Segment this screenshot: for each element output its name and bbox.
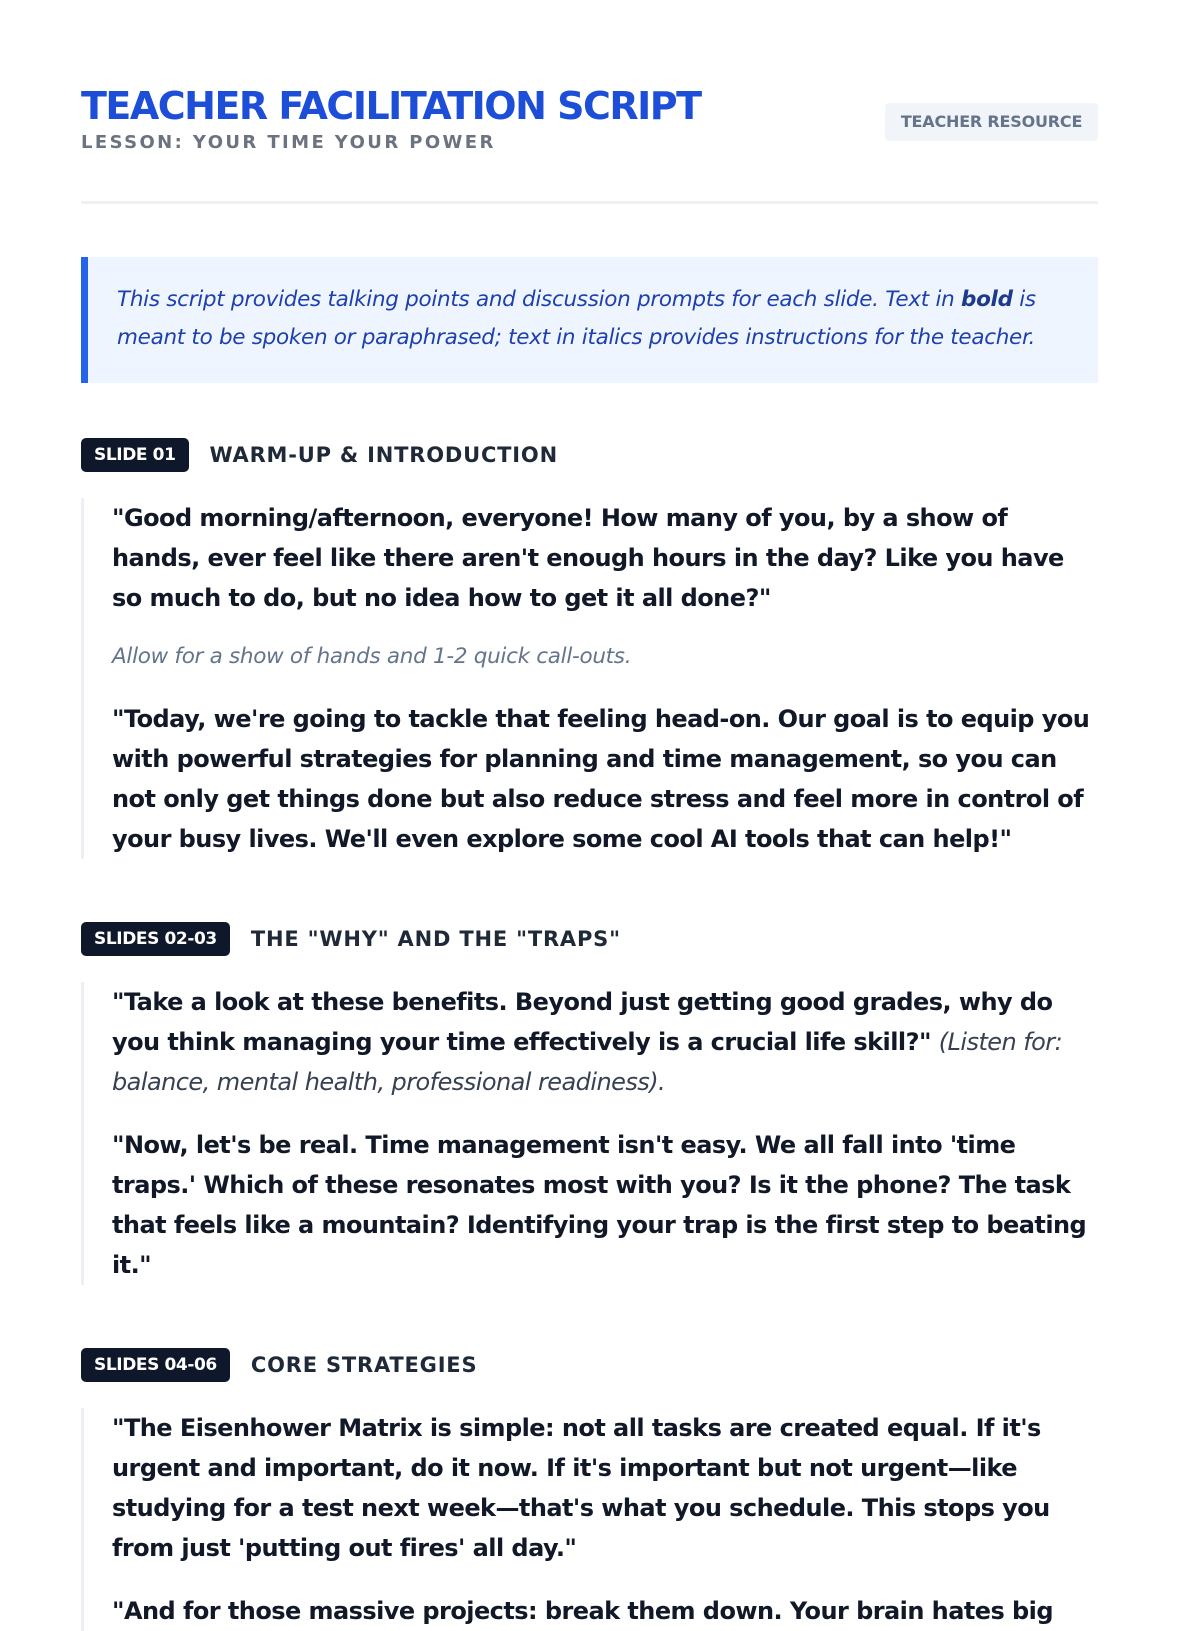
teacher-instruction: Allow for a show of hands and 1-2 quick call-outs.	[112, 644, 632, 669]
spoken-paragraph	[112, 982, 1098, 1102]
section-slide-01	[81, 438, 1098, 859]
section-title: CORE STRATEGIES	[250, 1353, 478, 1377]
spoken-paragraph: "The Eisenhower Matrix is simple: not all tasks are created equal. If it's urgent and important, do it now. If it's important but not urgent—like studying for a test next week—that's what you schedule. This stops you from just 'putting out fires' all day."	[112, 1414, 1050, 1562]
spoken-text: "Take a look at these benefits. Beyond just getting good grades, why do you think managing your time effectively is a crucial life skill?"	[112, 988, 1053, 1056]
section-slides-02-03	[81, 922, 1098, 1285]
spoken-paragraph: "Good morning/afternoon, everyone! How many of you, by a show of hands, ever feel like there aren't enough hours in the day? Like you have so much to do, but no idea how to get it all done?"	[112, 504, 1064, 612]
section-header	[81, 922, 1098, 956]
section-header	[81, 1348, 1098, 1382]
intro-bold-word: bold	[960, 287, 1013, 312]
slide-tag: SLIDES 04-06	[81, 1348, 230, 1382]
header	[81, 0, 1098, 204]
section-header	[81, 438, 1098, 472]
page-title: TEACHER FACILITATION SCRIPT	[81, 84, 701, 128]
section-body	[81, 982, 1098, 1285]
spoken-paragraph: "And for those massive projects: break them down. Your brain hates big	[112, 1597, 1053, 1625]
lesson-subtitle: LESSON: YOUR TIME YOUR POWER	[81, 132, 496, 153]
spoken-paragraph: "Now, let's be real. Time management isn't easy. We all fall into 'time traps.' Which of these resonates most with you? Is it the phone? The task that feels like a mountain? Identifying your trap is the first step to beating it."	[112, 1131, 1087, 1279]
intro-note	[81, 257, 1098, 383]
slide-tag: SLIDE 01	[81, 438, 189, 472]
section-slides-04-06	[81, 1348, 1098, 1631]
listen-for-note: (Listen for: balance, mental health, professional readiness).	[112, 1028, 1063, 1096]
intro-text-start: This script provides talking points and discussion prompts for each slide. Text in	[117, 287, 961, 312]
section-body	[81, 1408, 1098, 1631]
section-body	[81, 498, 1098, 859]
section-title: THE "WHY" AND THE "TRAPS"	[250, 927, 621, 951]
section-title: WARM-UP & INTRODUCTION	[209, 443, 558, 467]
teacher-resource-badge: TEACHER RESOURCE	[885, 103, 1098, 141]
spoken-paragraph: "Today, we're going to tackle that feeling head-on. Our goal is to equip you with powerful strategies for planning and time management, so you can not only get things done but also reduce stress and feel more in control of your busy lives. We'll even explore some cool AI tools that can help!"	[112, 705, 1090, 853]
slide-tag: SLIDES 02-03	[81, 922, 230, 956]
intro-text-end: is meant to be spoken or paraphrased; text in italics provides instructions for the teacher.	[117, 287, 1036, 350]
